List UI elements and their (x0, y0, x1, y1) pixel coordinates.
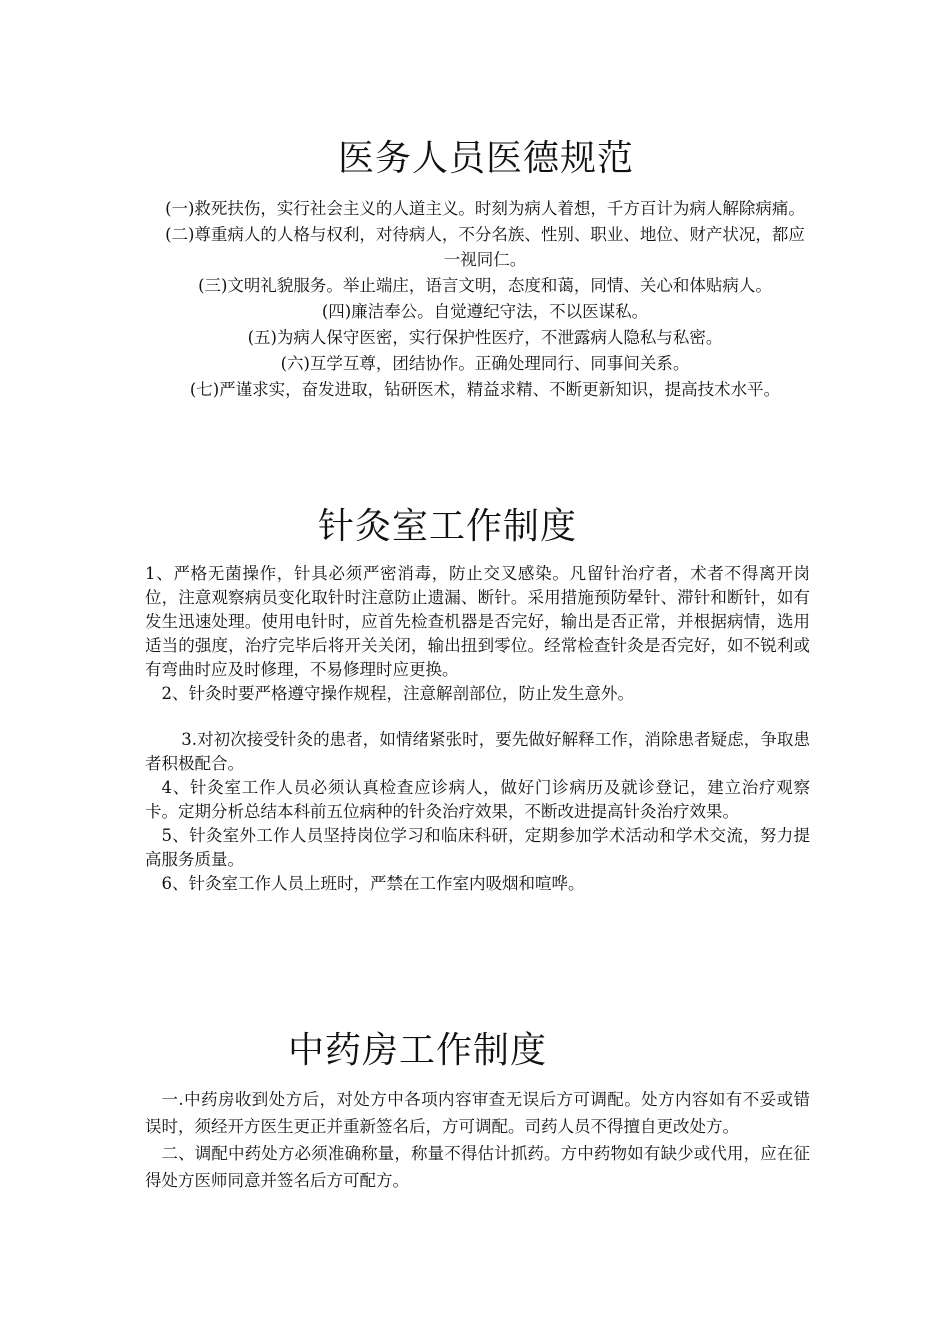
rule-paragraph: 5、针灸室外工作人员坚持岗位学习和临床科研，定期参加学术活动和学术交流，努力提高服务质量。 (145, 826, 810, 869)
ethics-item: (五)为病人保守医密，实行保护性医疗，不泄露病人隐私与私密。 (247, 328, 723, 347)
rule-paragraph: 2、针灸时要严格遵守操作规程，注意解剖部位，防止发生意外。 (161, 684, 634, 703)
ethics-item: (一)救死扶伤，实行社会主义的人道主义。时刻为病人着想，千方百计为病人解除病痛。 (165, 199, 805, 218)
ethics-list (160, 196, 810, 402)
ethics-item: (四)廉洁奉公。自觉遵纪守法，不以医谋私。 (321, 302, 649, 321)
ethics-item: (七)严谨求实，奋发进取，钻研医术，精益求精、不断更新知识，提高技术水平。 (189, 380, 781, 399)
section-title-acupuncture: 针灸室工作制度 (318, 506, 578, 547)
section-title-pharmacy: 中药房工作制度 (288, 1030, 548, 1071)
rule-paragraph: 3.对初次接受针灸的患者，如情绪紧张时，要先做好解释工作，消除患者疑虑，争取患者积极配合。 (145, 730, 810, 773)
ethics-item: (三)文明礼貌服务。举止端庄，语言文明，态度和蔼，同情、关心和体贴病人。 (198, 276, 772, 295)
rule-paragraph: 一.中药房收到处方后，对处方中各项内容审查无误后方可调配。处方内容如有不妥或错误时，须经开方医生更正并重新签名后，方可调配。司药人员不得擅自更改处方。 (145, 1090, 810, 1136)
ethics-item: (二)尊重病人的人格与权利，对待病人，不分名族、性别、职业、地位、财产状况，都应一视同仁。 (165, 225, 805, 269)
ethics-item: (六)互学互尊，团结协作。正确处理同行、同事间关系。 (280, 354, 690, 373)
rule-paragraph: 6、针灸室工作人员上班时，严禁在工作室内吸烟和喧哗。 (161, 874, 585, 893)
acupuncture-rules (145, 562, 810, 896)
pharmacy-rules (145, 1086, 810, 1194)
rule-paragraph: 二、调配中药处方必须准确称量，称量不得估计抓药。方中药物如有缺少或代用，应在征得处方医师同意并签名后方可配方。 (145, 1144, 810, 1190)
section-title-medical-ethics: 医务人员医德规范 (338, 138, 635, 179)
rule-paragraph: 1、严格无菌操作，针具必须严密消毒，防止交叉感染。凡留针治疗者，术者不得离开岗位，注意观察病员变化取针时注意防止遗漏、断针。采用措施预防晕针、滞针和断针，如有发生迅速处理。使用电针时，应首先检查机器是否完好，输出是否正常，并根据病情，选用适当的强度，治疗完毕后将开关关闭，输出扭到零位。经常检查针灸是否完好，如不锐利或有弯曲时应及时修理，不易修理时应更换。 (145, 564, 810, 679)
rule-paragraph: 4、针灸室工作人员必须认真检查应诊病人，做好门诊病历及就诊登记，建立治疗观察卡。定期分析总结本科前五位病种的针灸治疗效果，不断改进提高针灸治疗效果。 (145, 778, 810, 821)
